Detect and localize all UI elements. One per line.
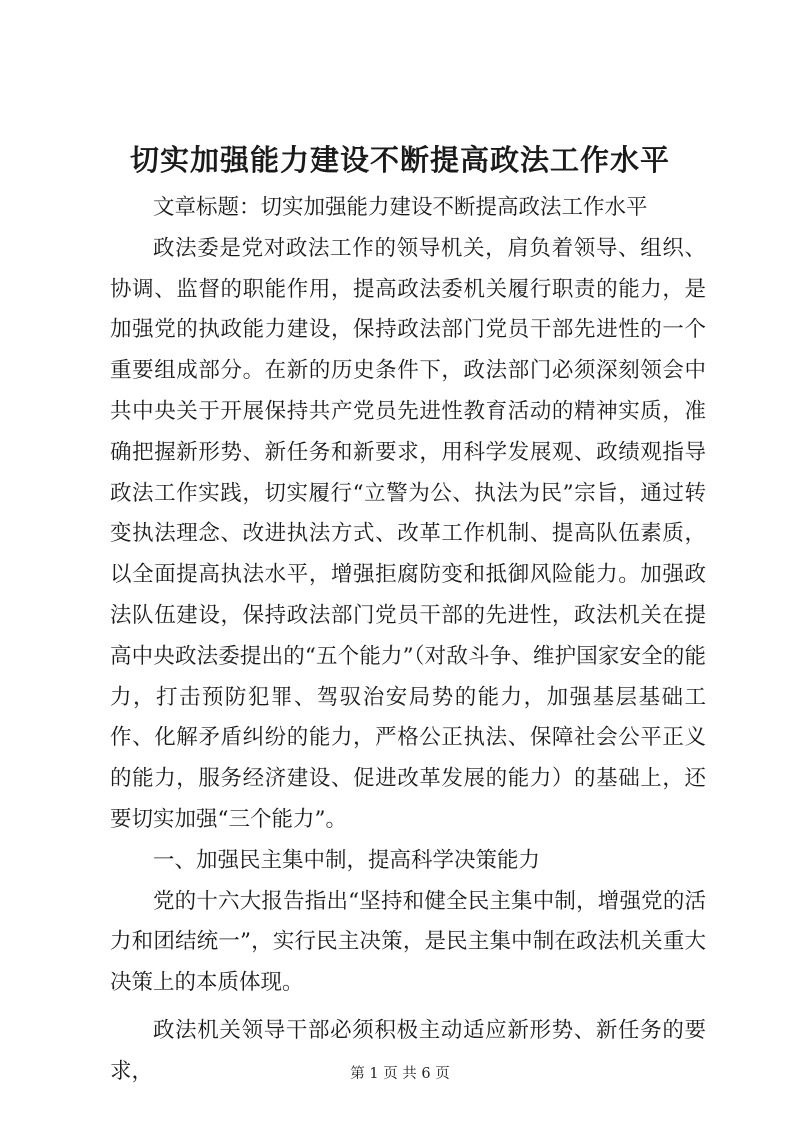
paragraph: 政法机关领导干部必须积极主动适应新形势、新任务的要求， (110, 1017, 706, 1084)
page-footer: 第 1 页 共 6 页 (350, 1066, 450, 1082)
article-title-line: 文章标题：切实加强能力建设不断提高政法工作水平 (153, 195, 648, 220)
section-heading: 一、加强民主集中制，提高科学决策能力 (153, 847, 541, 873)
paragraph: 党的十六大报告指出“坚持和健全民主集中制，增强党的活力和团结统一”，实行民主决策，是民主集中制在政法机关重大决策上的本质体现。 (110, 888, 706, 996)
document-title: 切实加强能力建设不断提高政法工作水平 (129, 143, 670, 177)
document-body (110, 188, 706, 1093)
paragraph: 政法委是党对政法工作的领导机关，肩负着领导、组织、协调、监督的职能作用，提高政法委机关履行职责的能力，是加强党的执政能力建设，保持政法部门党员干部先进性的一个重要组成部分。在新的历史条件下，政法部门必须深刻领会中共中央关于开展保持共产党员先进性教育活动的精神实质，准确把握新形势、新任务和新要求，用科学发展观、政绩观指导政法工作实践，切实履行“立警为公、执法为民”宗旨，通过转变执法理念、改进执法方式、改革工作机制、提高队伍素质，以全面提高执法水平，增强拒腐防变和抵御风险能力。加强政法队伍建设，保持政法部门党员干部的先进性，政法机关在提高中央政法委提出的“五个能力”（对敌斗争、维护国家安全的能力，打击预防犯罪、驾驭治安局势的能力，加强基层基础工作、化解矛盾纠纷的能力，严格公正执法、保障社会公平正义的能力，服务经济建设、促进改革发展的能力）的基础上，还要切实加强“三个能力”。 (110, 235, 706, 832)
